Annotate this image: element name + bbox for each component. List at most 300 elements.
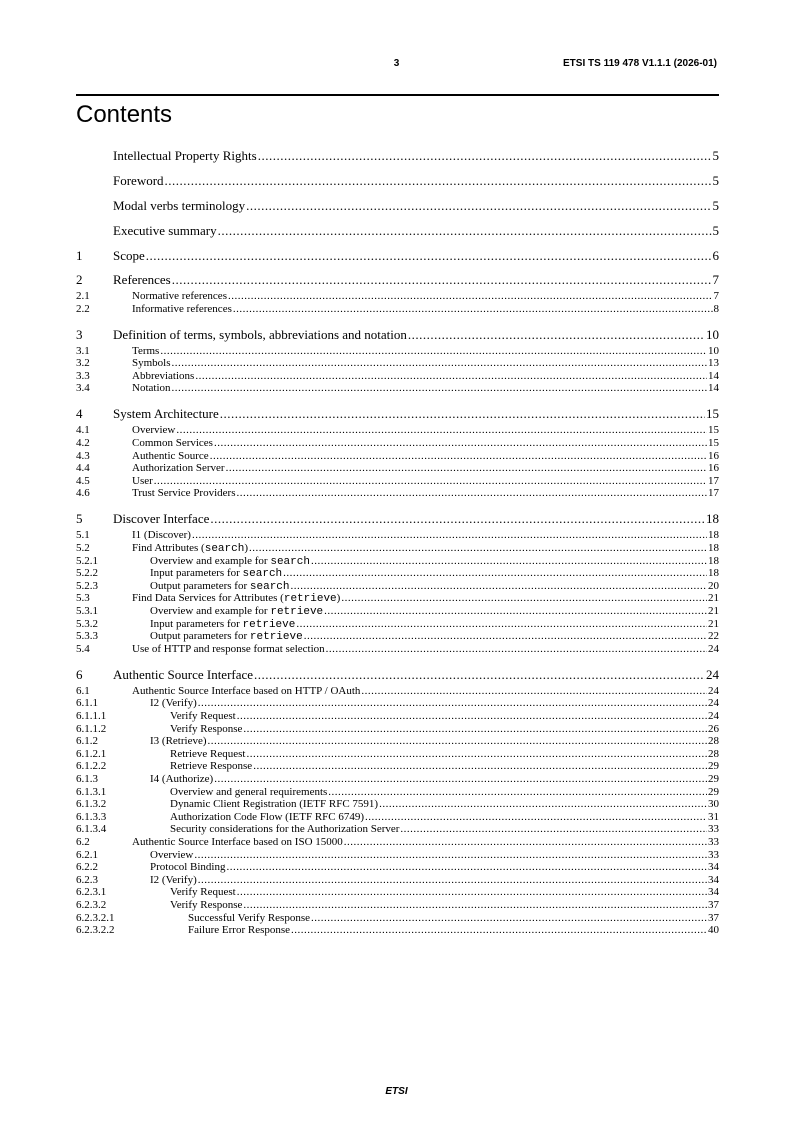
toc-entry-number: 2.1 (76, 290, 90, 302)
toc-entry[interactable] (76, 424, 719, 436)
toc-dot-leader (283, 567, 707, 579)
toc-entry-title (150, 874, 197, 886)
toc-dot-leader (176, 424, 707, 436)
toc-dot-leader (214, 437, 707, 449)
toc-entry-title-text: I2 (Verify) (150, 697, 197, 710)
toc-entry-page: 21 (708, 592, 719, 605)
toc-entry-number: 6.2.1 (76, 848, 98, 861)
toc-entry-page: 40 (708, 924, 719, 937)
toc-entry-number: 4.2 (76, 437, 90, 449)
toc-entry-code-term: retrieve (283, 593, 337, 606)
toc-entry-title (113, 667, 253, 683)
toc-entry[interactable] (76, 798, 719, 810)
toc-entry-title-text: Overview and example for (150, 605, 271, 617)
toc-entry-title (150, 849, 193, 861)
toc-entry-page: 5 (712, 148, 719, 163)
toc-entry[interactable] (76, 924, 719, 936)
toc-entry[interactable] (76, 542, 719, 555)
toc-entry-number: 6 (76, 666, 83, 682)
toc-entry-title (132, 487, 235, 499)
toc-entry-number: 6.1 (76, 684, 90, 697)
toc-entry[interactable] (76, 382, 719, 394)
toc-entry-page: 37 (708, 899, 719, 911)
toc-entry-code-term: retrieve (270, 606, 324, 618)
toc-entry-number: 4.1 (76, 424, 90, 437)
toc-entry-title (132, 437, 213, 449)
toc-dot-leader (146, 248, 712, 264)
toc-entry-title-suffix: ) (244, 542, 249, 554)
toc-entry-number: 3.2 (76, 357, 90, 370)
toc-entry-title (113, 248, 145, 264)
toc-entry[interactable] (76, 912, 719, 924)
toc-entry-number: 5.4 (76, 642, 90, 655)
toc-entry-title-text: Security considerations for the Authorization Server (170, 823, 400, 836)
toc-entry[interactable] (76, 811, 719, 823)
toc-entry-page: 16 (708, 462, 719, 475)
toc-entry-title-text: Terms (132, 344, 160, 357)
toc-entry-number: 5.3.3 (76, 630, 98, 643)
toc-entry-number: 6.1.2.1 (76, 747, 107, 760)
toc-dot-leader (254, 667, 705, 683)
toc-entry-number: 5.3.2 (76, 617, 98, 630)
toc-dot-leader (218, 223, 712, 239)
toc-dot-leader (237, 710, 707, 722)
toc-entry-page: 29 (708, 773, 719, 785)
toc-entry-number: 6.2.3.2.1 (76, 911, 115, 924)
toc-dot-leader (237, 886, 707, 898)
toc-entry-title-text: Find Attributes ( (132, 542, 205, 554)
toc-entry-page: 18 (708, 554, 719, 567)
toc-entry-title (132, 592, 340, 605)
toc-dot-leader (172, 357, 707, 369)
toc-entry[interactable] (76, 198, 719, 214)
toc-dot-leader (210, 511, 705, 527)
toc-entry[interactable] (76, 735, 719, 747)
toc-entry-page: 17 (708, 474, 719, 487)
toc-entry-title-text: Retrieve Request (170, 747, 246, 760)
toc-entry-code-term: retrieve (242, 618, 296, 631)
toc-entry-title (132, 424, 175, 436)
toc-entry-page: 20 (708, 579, 719, 592)
toc-entry-page: 24 (708, 697, 719, 710)
toc-dot-leader (253, 760, 707, 772)
toc-entry[interactable] (76, 861, 719, 873)
toc-entry[interactable] (76, 849, 719, 861)
toc-entry-title-text: System Architecture (113, 406, 219, 422)
toc-entry-number: 4.4 (76, 462, 90, 475)
toc-entry-title (150, 567, 282, 580)
toc-entry-number: 5.2.3 (76, 579, 98, 592)
toc-dot-leader (226, 861, 707, 873)
toc-entry-title-text: I4 (Authorize) (150, 773, 214, 785)
toc-entry-page: 17 (708, 487, 719, 500)
toc-entry-page: 15 (706, 406, 719, 422)
toc-entry[interactable] (76, 406, 719, 422)
toc-entry-title (150, 773, 213, 785)
toc-entry-title (113, 327, 407, 343)
toc-entry[interactable] (76, 475, 719, 487)
toc-entry-page: 5 (712, 198, 719, 213)
toc-entry-title-text: Authentic Source Interface based on HTTP / OAuth (132, 684, 361, 697)
toc-entry-page: 14 (708, 382, 719, 395)
page-title: Contents (76, 101, 173, 128)
toc-entry-title-text: Dynamic Client Registration (IETF RFC 7591) (170, 798, 379, 811)
toc-entry-number: 3.3 (76, 369, 90, 382)
toc-entry-title (150, 735, 207, 747)
toc-entry-page: 31 (708, 810, 719, 823)
toc-entry-number: 5.2 (76, 542, 90, 554)
footer-publisher: ETSI (385, 1086, 408, 1097)
toc-entry-title (132, 475, 153, 487)
toc-entry-title-text: Abbreviations (132, 369, 195, 382)
toc-dot-leader (228, 290, 713, 302)
toc-entry-title-text: References (113, 272, 171, 287)
toc-entry-title-text: Normative references (132, 290, 227, 302)
toc-dot-leader (408, 327, 705, 343)
toc-entry-page: 33 (708, 848, 719, 861)
toc-entry-title-text: Failure Error Response (188, 924, 291, 937)
toc-entry-page: 15 (708, 424, 719, 437)
toc-entry[interactable] (76, 580, 719, 593)
toc-entry-number: 2 (76, 272, 83, 287)
toc-entry-code-term: search (242, 568, 283, 581)
toc-entry-title (150, 555, 310, 568)
toc-entry-title-text: User (132, 474, 153, 487)
toc-dot-leader (324, 605, 707, 617)
toc-entry-title (150, 630, 303, 643)
toc-entry-title (170, 811, 364, 823)
toc-entry[interactable] (76, 618, 719, 631)
toc-entry-page: 29 (708, 760, 719, 773)
toc-entry-title-text: Verify Request (170, 710, 236, 722)
toc-entry-page: 34 (708, 873, 719, 886)
toc-entry[interactable] (76, 697, 719, 709)
toc-dot-leader (243, 899, 707, 911)
toc-entry[interactable] (76, 290, 719, 302)
toc-entry-title (170, 899, 242, 911)
toc-dot-leader (326, 643, 707, 655)
toc-dot-leader (311, 555, 707, 567)
toc-entry[interactable] (76, 886, 719, 898)
toc-entry-title (170, 710, 236, 722)
toc-entry-page: 16 (708, 449, 719, 462)
toc-entry-title-text: Discover Interface (113, 511, 210, 527)
toc-entry-title-text: Notation (132, 382, 171, 395)
toc-dot-leader (172, 272, 712, 288)
toc-entry[interactable] (76, 667, 719, 683)
toc-entry-title-text: I2 (Verify) (150, 873, 197, 886)
toc-entry-title (170, 886, 236, 898)
toc-entry-number: 6.1.1 (76, 697, 98, 710)
toc-dot-leader (220, 406, 705, 422)
toc-entry-title-text: Intellectual Property Rights (113, 148, 257, 163)
toc-entry-number: 4.6 (76, 487, 90, 500)
toc-entry-page: 18 (708, 542, 719, 554)
toc-entry-title-text: Definition of terms, symbols, abbreviations and notation (113, 326, 407, 342)
header-rule (76, 94, 719, 96)
toc-entry-title (170, 760, 252, 772)
toc-entry-page: 10 (706, 326, 719, 342)
toc-entry-title-text: Find Data Services for Attributes ( (132, 592, 284, 605)
toc-dot-leader (192, 529, 707, 541)
toc-entry[interactable] (76, 592, 719, 605)
toc-dot-leader (361, 685, 707, 697)
toc-entry-page: 26 (708, 722, 719, 735)
toc-entry-number: 5 (76, 511, 83, 527)
toc-entry-number: 6.1.2.2 (76, 760, 107, 773)
toc-entry-title (132, 290, 227, 302)
toc-entry[interactable] (76, 303, 719, 315)
toc-entry-title (150, 861, 225, 873)
toc-entry-page: 13 (708, 357, 719, 370)
toc-entry-number: 5.1 (76, 529, 90, 542)
toc-entry-title-text: Executive summary (113, 223, 217, 238)
toc-entry-number: 6.2 (76, 836, 90, 848)
toc-entry[interactable] (76, 357, 719, 369)
toc-entry-page: 24 (708, 684, 719, 697)
toc-dot-leader (296, 618, 707, 630)
toc-entry-page: 18 (708, 567, 719, 580)
toc-entry-page: 30 (708, 798, 719, 811)
toc-entry-code-term: search (204, 543, 245, 555)
toc-entry-page: 22 (708, 630, 719, 643)
toc-entry-title (132, 542, 248, 555)
toc-entry-number: 6.2.3 (76, 873, 98, 886)
toc-entry-title (132, 462, 225, 474)
page-number: 3 (393, 58, 400, 69)
toc-entry[interactable] (76, 874, 719, 886)
toc-entry-page: 24 (708, 710, 719, 722)
toc-entry[interactable] (76, 327, 719, 343)
toc-entry-number: 3.1 (76, 344, 90, 357)
toc-dot-leader (195, 370, 707, 382)
toc-entry-title-text: Verify Request (170, 886, 236, 899)
toc-entry-code-term: search (249, 580, 290, 593)
toc-entry[interactable] (76, 605, 719, 618)
toc-entry-number: 6.2.3.1 (76, 886, 107, 899)
toc-dot-leader (243, 723, 707, 735)
toc-entry-title-text: Output parameters for (150, 579, 250, 592)
toc-entry-title-text: Verify Response (170, 722, 243, 735)
toc-entry-title (132, 643, 325, 655)
toc-entry-title-text: Modal verbs terminology (113, 198, 246, 213)
toc-entry[interactable] (76, 529, 719, 541)
toc-entry-number: 5.2.1 (76, 554, 98, 567)
toc-entry-title (132, 529, 191, 541)
toc-entry-title (132, 685, 360, 697)
toc-entry-page: 24 (708, 642, 719, 655)
toc-entry-number: 5.3 (76, 592, 90, 605)
toc-entry-title (132, 345, 159, 357)
toc-entry-title (132, 382, 171, 394)
toc-entry[interactable] (76, 148, 719, 164)
toc-entry-title (132, 450, 209, 462)
toc-entry-title-text: I1 (Discover) (132, 529, 191, 542)
toc-entry-number: 1 (76, 248, 83, 263)
toc-entry[interactable] (76, 836, 719, 848)
toc-entry-number: 6.1.3.2 (76, 798, 107, 811)
toc-entry-page: 34 (708, 886, 719, 899)
toc-entry-title-text: Input parameters for (150, 567, 243, 580)
toc-entry-number: 6.2.3.2.2 (76, 924, 115, 937)
toc-entry-page: 21 (708, 605, 719, 617)
toc-entry-number: 3.4 (76, 382, 90, 395)
toc-entry[interactable] (76, 760, 719, 772)
toc-entry-code-term: retrieve (249, 631, 303, 644)
toc-entry-number: 2.2 (76, 302, 90, 315)
toc-entry-title-text: Successful Verify Response (188, 911, 310, 924)
toc-entry-number: 3 (76, 326, 83, 342)
toc-entry-title (113, 173, 164, 189)
toc-entry[interactable] (76, 786, 719, 798)
toc-entry-page: 15 (708, 437, 719, 449)
toc-entry[interactable] (76, 272, 719, 288)
toc-dot-leader (165, 173, 712, 189)
toc-entry-title (170, 823, 399, 835)
toc-dot-leader (236, 487, 707, 499)
toc-entry-title (170, 723, 242, 735)
toc-entry-number: 6.1.3.4 (76, 823, 107, 836)
toc-dot-leader (208, 735, 708, 747)
toc-entry-code-term: search (270, 555, 310, 568)
toc-entry-page: 28 (708, 747, 719, 760)
toc-entry-title (170, 786, 327, 798)
toc-entry-page: 34 (708, 861, 719, 874)
toc-entry-number: 6.1.3.1 (76, 785, 107, 798)
toc-entry[interactable] (76, 223, 719, 239)
toc-entry-number: 6.1.1.2 (76, 722, 107, 735)
toc-entry-page: 33 (708, 823, 719, 836)
toc-entry[interactable] (76, 437, 719, 449)
toc-entry-title-text: Verify Response (170, 899, 243, 911)
toc-dot-leader (311, 912, 707, 924)
toc-entry-title (132, 357, 171, 369)
toc-dot-leader (344, 836, 707, 848)
toc-entry[interactable] (76, 630, 719, 643)
toc-dot-leader (172, 382, 708, 394)
toc-entry-title-text: Overview and example for (150, 554, 271, 567)
toc-entry-title-text: Overview (150, 848, 194, 861)
toc-entry-title (113, 272, 171, 288)
toc-dot-leader (400, 823, 707, 835)
toc-entry-title-text: Output parameters for (150, 630, 250, 643)
toc-entry-page: 5 (712, 223, 719, 238)
toc-dot-leader (258, 148, 712, 164)
toc-entry-title-text: Overview (132, 424, 176, 437)
toc-dot-leader (365, 811, 707, 823)
toc-dot-leader (291, 924, 707, 936)
toc-entry[interactable] (76, 748, 719, 760)
toc-entry[interactable] (76, 899, 719, 911)
toc-dot-leader (304, 630, 707, 642)
toc-entry-page: 6 (712, 248, 719, 263)
toc-dot-leader (154, 475, 707, 487)
toc-entry-title (132, 836, 343, 848)
toc-entry[interactable] (76, 487, 719, 499)
toc-entry[interactable] (76, 462, 719, 474)
toc-entry-title-text: Use of HTTP and response format selection (132, 642, 325, 655)
toc-entry-page: 24 (706, 666, 719, 682)
toc-entry-title-text: Authentic Source (132, 449, 209, 462)
toc-entry-page: 28 (708, 735, 719, 748)
toc-entry-title-text: Scope (113, 248, 145, 263)
toc-entry-number: 6.2.3.2 (76, 899, 107, 911)
toc-entry-title (170, 748, 245, 760)
toc-entry-page: 14 (708, 369, 719, 382)
toc-dot-leader (328, 786, 707, 798)
toc-dot-leader (246, 748, 707, 760)
toc-entry-title-text: Retrieve Response (170, 760, 253, 773)
toc-entry-title (113, 148, 257, 164)
toc-entry-title-text: Authorization Code Flow (IETF RFC 6749) (170, 810, 365, 823)
toc-entry-title-suffix: ) (336, 592, 341, 605)
toc-entry-title-text: Trust Service Providers (132, 487, 236, 500)
toc-entry[interactable] (76, 511, 719, 527)
toc-entry-page: 7 (712, 272, 719, 287)
toc-entry-title-text: Overview and general requirements (170, 785, 328, 798)
toc-entry[interactable] (76, 555, 719, 568)
toc-dot-leader (214, 773, 707, 785)
toc-entry-page: 21 (708, 617, 719, 630)
toc-entry[interactable] (76, 773, 719, 785)
toc-entry[interactable] (76, 248, 719, 264)
toc-entry[interactable] (76, 643, 719, 655)
toc-dot-leader (198, 874, 707, 886)
toc-entry-number: 5.3.1 (76, 605, 98, 617)
toc-entry-title (113, 511, 209, 527)
toc-dot-leader (210, 450, 707, 462)
toc-dot-leader (341, 592, 707, 604)
toc-entry-number: 4.5 (76, 474, 90, 487)
toc-entry-title-text: Authorization Server (132, 462, 225, 475)
toc-entry[interactable] (76, 685, 719, 697)
toc-entry-title-text: Common Services (132, 437, 213, 449)
toc-entry[interactable] (76, 345, 719, 357)
toc-entry-number: 4 (76, 406, 83, 422)
toc-dot-leader (246, 198, 711, 214)
toc-dot-leader (198, 697, 707, 709)
toc-entry-page: 18 (706, 511, 719, 527)
toc-entry-number: 6.1.3 (76, 773, 98, 785)
document-identifier: ETSI TS 119 478 V1.1.1 (2026-01) (563, 58, 717, 69)
toc-entry[interactable] (76, 567, 719, 580)
toc-entry-title (188, 912, 310, 924)
toc-entry-title (150, 580, 290, 593)
toc-entry[interactable] (76, 370, 719, 382)
toc-entry-title (113, 198, 245, 214)
toc-entry-number: 6.2.2 (76, 861, 98, 874)
toc-entry-number: 6.1.3.3 (76, 810, 107, 823)
toc-entry[interactable] (76, 710, 719, 722)
toc-dot-leader (249, 542, 707, 554)
toc-entry-title (188, 924, 290, 936)
toc-dot-leader (194, 849, 707, 861)
toc-entry-title-text: Input parameters for (150, 617, 243, 630)
toc-entry-page: 18 (708, 529, 719, 542)
toc-entry-title-text: Authentic Source Interface based on ISO 15000 (132, 836, 343, 848)
toc-entry[interactable] (76, 173, 719, 189)
toc-entry-number: 4.3 (76, 449, 90, 462)
toc-entry-page: 7 (713, 290, 719, 302)
toc-entry[interactable] (76, 823, 719, 835)
toc-entry-title-text: Protocol Binding (150, 861, 226, 874)
toc-entry[interactable] (76, 450, 719, 462)
toc-entry-title (132, 303, 232, 315)
toc-entry[interactable] (76, 723, 719, 735)
toc-entry-title (113, 223, 217, 239)
toc-entry-title-text: Foreword (113, 173, 164, 188)
toc-entry-page: 33 (708, 836, 719, 848)
